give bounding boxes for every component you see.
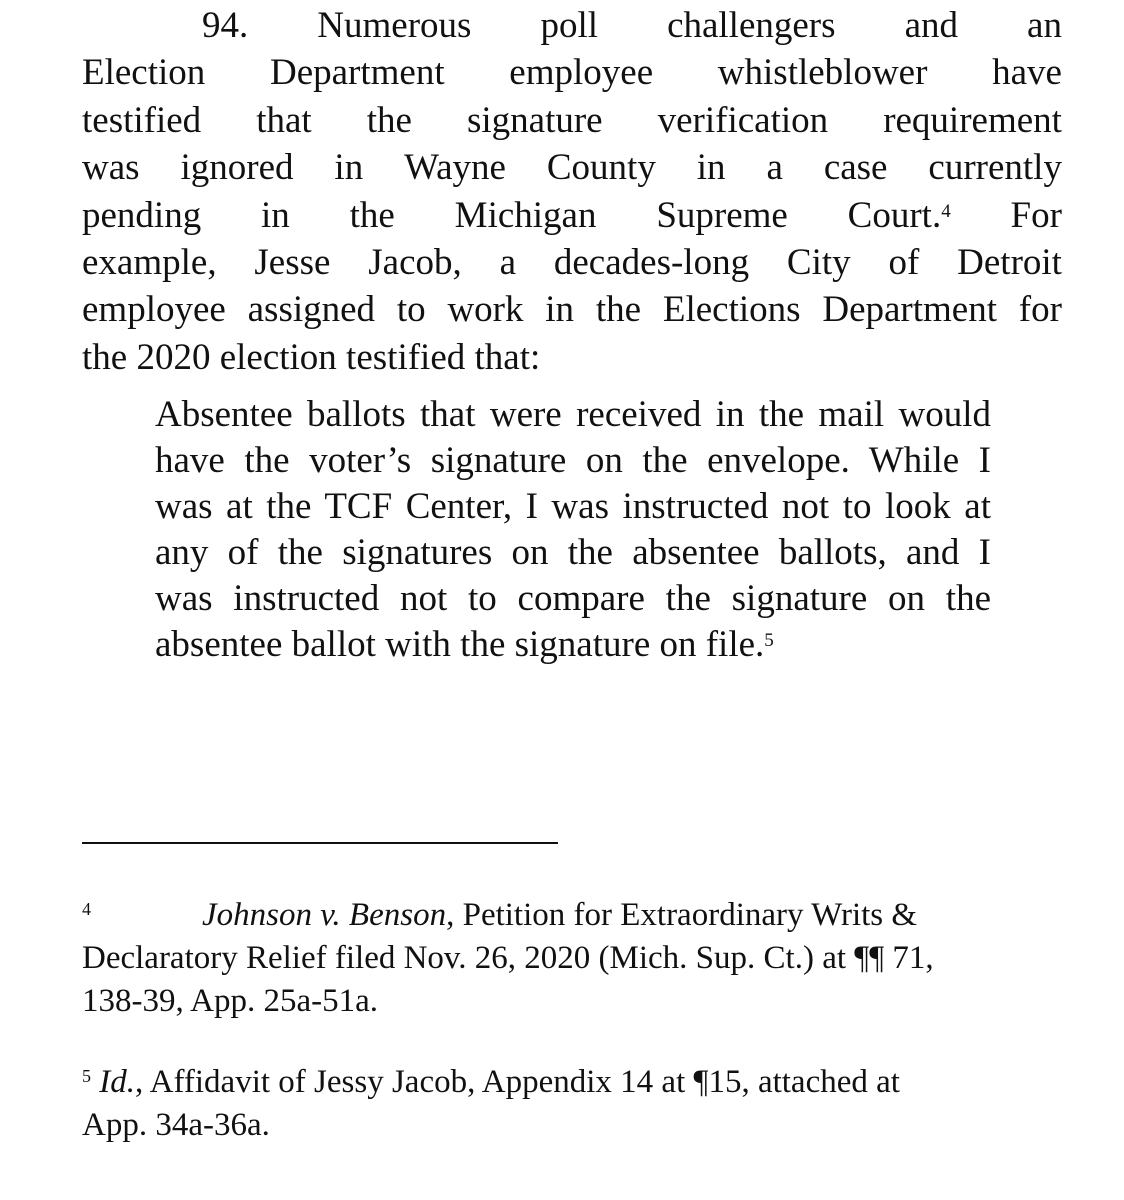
quote-line-2: [155, 438, 991, 484]
paragraph-line-7: [82, 286, 1062, 333]
word: in: [334, 147, 364, 189]
word: Department: [269, 52, 445, 94]
word: ignored: [180, 147, 294, 189]
word: a: [499, 242, 517, 284]
word: Court.: [847, 194, 942, 236]
word: decades-long: [553, 242, 750, 284]
word: Numerous: [317, 5, 472, 46]
quote-line-6: [155, 622, 991, 668]
paragraph-line-8: the 2020 election testified that:: [82, 336, 541, 378]
word: pending: [82, 194, 202, 236]
word: assigned: [247, 289, 376, 331]
word: in: [696, 147, 726, 189]
word: Elections: [662, 289, 801, 331]
word: City: [786, 242, 851, 284]
quote-line-5: [155, 576, 991, 622]
quote-line-1: Absentee ballots that were received in the mail would: [155, 394, 991, 435]
word: poll: [540, 5, 599, 46]
word: Wayne: [404, 147, 506, 189]
word: requirement: [883, 99, 1062, 141]
footnote-ref-5[interactable]: 5: [764, 630, 774, 651]
word: challengers: [667, 5, 836, 46]
word-with-footnote: Court.4: [848, 192, 951, 239]
paragraph-line-6: [82, 239, 1062, 286]
word: in: [545, 289, 575, 331]
word: in: [261, 194, 290, 236]
word: the: [349, 194, 395, 236]
word: was: [82, 147, 140, 189]
footnote-separator: [82, 842, 558, 844]
footnote-5-line-1-rest: , Affidavit of Jessy Jacob, Appendix 14 at ¶15, attached at: [135, 1064, 900, 1100]
word: County: [546, 147, 656, 189]
paragraph-94: [82, 2, 1062, 381]
footnote-5: [82, 1061, 1062, 1147]
word: Michigan: [454, 194, 597, 236]
footnote-4-line-3: 138-39, App. 25a-51a.: [82, 983, 379, 1019]
paragraph-line-4: [82, 144, 1062, 191]
paragraph-line-5: [82, 192, 1062, 239]
paragraph-number: 94.: [202, 5, 249, 46]
quote-line-4: [155, 530, 991, 576]
footnote-5-id: Id.: [99, 1064, 135, 1100]
word: Election: [82, 52, 206, 94]
paragraph-line-2: [82, 49, 1062, 96]
word: Department: [822, 289, 997, 331]
word: employee: [82, 289, 226, 331]
block-quote: [155, 392, 991, 668]
quote-line-3-text: was at the TCF Center, I was instructed not to look at: [155, 486, 991, 527]
word: currently: [928, 147, 1062, 189]
word: verification: [657, 99, 829, 141]
word: of: [888, 242, 920, 284]
quote-line-2-text: have the voter’s signature on the envelope. While I: [155, 440, 991, 481]
footnote-5-line-1: [82, 1061, 1062, 1104]
word: case: [823, 147, 888, 189]
word: testified: [82, 99, 202, 141]
word: an: [1027, 5, 1062, 46]
word: For: [1010, 194, 1062, 236]
word: whistleblower: [717, 52, 928, 94]
footnote-5-line-2: App. 34a-36a.: [82, 1107, 270, 1143]
word: for: [1018, 289, 1062, 331]
word: to: [396, 289, 426, 331]
quote-line-5-text: was instructed not to compare the signature on the: [155, 578, 991, 619]
word: example,: [82, 242, 217, 284]
paragraph-line-1: [82, 2, 1062, 49]
footnote-4-line-2: Declaratory Relief filed Nov. 26, 2020 (Mich. Sup. Ct.) at ¶¶ 71,: [82, 940, 934, 976]
word: Jacob,: [368, 242, 462, 284]
footnote-4-line-1-rest: , Petition for Extraordinary Writs &: [446, 897, 918, 933]
word: a: [766, 147, 783, 189]
word: employee: [509, 52, 654, 94]
word: have: [992, 52, 1062, 94]
footnote-4: [82, 894, 1062, 1023]
word: work: [447, 289, 524, 331]
quote-line-3: [155, 484, 991, 530]
footnote-5-number: 5: [82, 1066, 91, 1086]
word: Detroit: [957, 242, 1062, 284]
paragraph-line-3: [82, 97, 1062, 144]
quote-line-4-text: any of the signatures on the absentee ballots, and I: [155, 532, 991, 573]
word: that: [256, 99, 312, 141]
word: the: [366, 99, 412, 141]
footnote-4-case-name: Johnson v. Benson: [202, 897, 447, 933]
word: Supreme: [656, 194, 788, 236]
word: Jesse: [254, 242, 331, 284]
word: and: [904, 5, 959, 46]
quote-line-6-text: absentee ballot with the signature on file.: [155, 624, 765, 665]
word: signature: [466, 99, 603, 141]
footnote-4-line-1: 4 Johnson v. Benson, Petition for Extraordinary Writs &: [82, 897, 918, 933]
word: the: [595, 289, 642, 331]
